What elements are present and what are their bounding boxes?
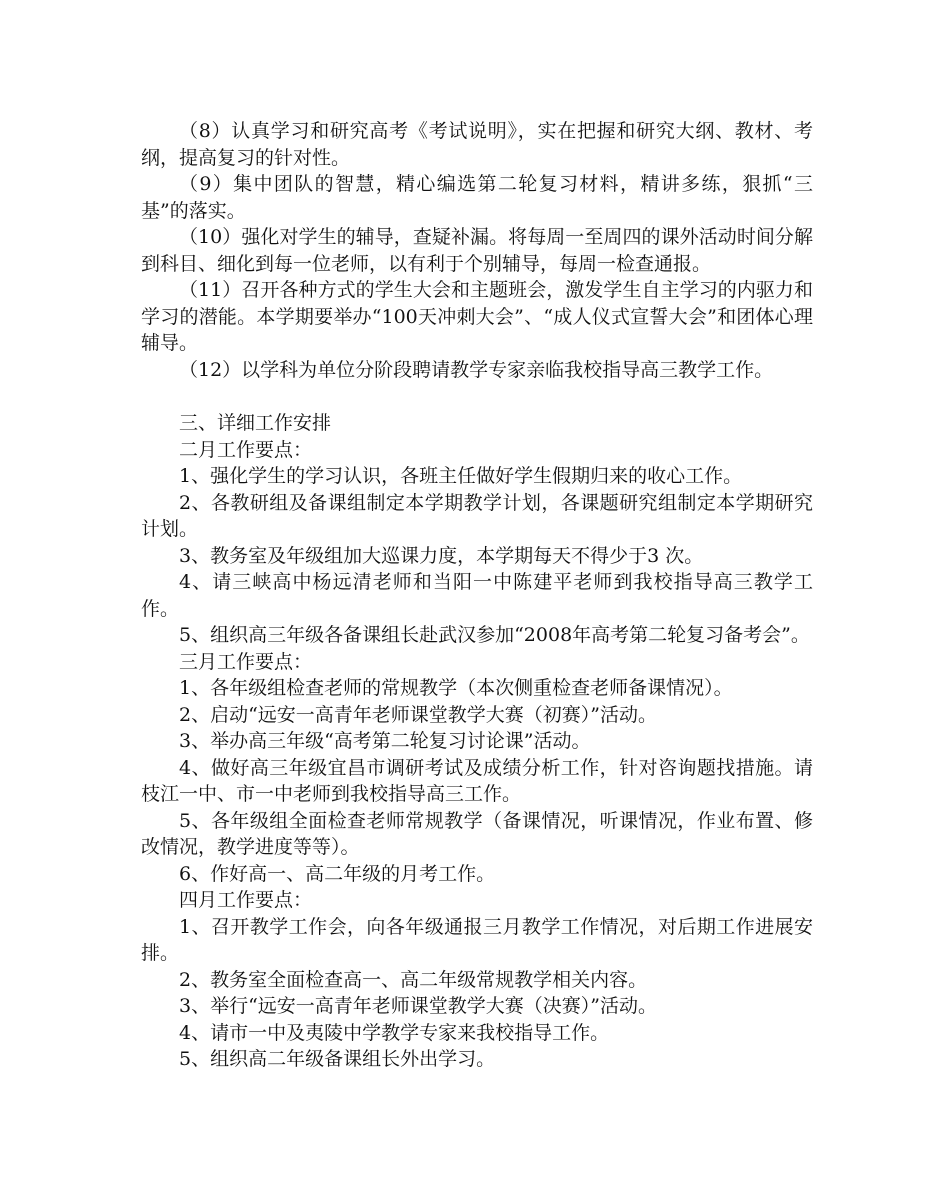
feb-item-4: 4、请三峡高中杨远清老师和当阳一中陈建平老师到我校指导高三教学工作。 xyxy=(141,571,813,620)
feb-item-2: 2、各教研组及备课组制定本学期教学计划，各课题研究组制定本学期研究计划。 xyxy=(141,491,813,540)
month-heading-april: 四月工作要点： xyxy=(179,889,313,911)
paragraph-item-12: （12）以学科为单位分阶段聘请教学专家亲临我校指导高三教学工作。 xyxy=(179,358,774,381)
month-heading-february: 二月工作要点： xyxy=(179,438,313,461)
feb-item-5: 5、组织高三年级各备课组长赴武汉参加“2008年高考第二轮复习备考会”。 xyxy=(179,624,810,646)
mar-item-1: 1、各年级组检查老师的常规教学（本次侧重检查老师备课情况）。 xyxy=(179,677,733,699)
paragraph-item-9: （9）集中团队的智慧，精心编选第二轮复习材料，精讲多练，狠抓“三基”的落实。 xyxy=(141,173,813,222)
section-gap xyxy=(141,383,813,410)
apr-item-2: 2、教务室全面检查高一、高二年级常规教学相关内容。 xyxy=(179,968,648,991)
month-heading-march: 三月工作要点： xyxy=(179,650,313,673)
document-page xyxy=(141,118,813,1073)
paragraph-item-10: （10）强化对学生的辅导，查疑补漏。将每周一至周四的课外活动时间分解到科目、细化到每一位老师，以有利于个别辅导，每周一检查通报。 xyxy=(141,226,813,275)
feb-item-1: 1、强化学生的学习认识，各班主任做好学生假期归来的收心工作。 xyxy=(179,465,743,487)
feb-item-3: 3、教务室及年级组加大巡课力度，本学期每天不得少于3 次。 xyxy=(179,544,704,567)
mar-item-3: 3、举办高三年级“高考第二轮复习讨论课”活动。 xyxy=(179,730,591,752)
apr-item-5: 5、组织高二年级备课组长外出学习。 xyxy=(179,1048,496,1070)
mar-item-6: 6、作好高一、高二年级的月考工作。 xyxy=(179,862,496,885)
apr-item-3: 3、举行“远安一高青年老师课堂教学大赛（决赛）”活动。 xyxy=(179,995,658,1017)
paragraph-item-8: （8）认真学习和研究高考《考试说明》，实在把握和研究大纲、教材、考纲，提高复习的针对性。 xyxy=(141,120,813,169)
section-heading: 三、详细工作安排 xyxy=(179,412,332,434)
mar-item-2: 2、启动“远安一高青年老师课堂教学大赛（初赛）”活动。 xyxy=(179,703,658,726)
apr-item-4: 4、请市一中及夷陵中学教学专家来我校指导工作。 xyxy=(179,1021,610,1044)
mar-item-4: 4、做好高三年级宜昌市调研考试及成绩分析工作，针对咨询题找措施。请枝江一中、市一中老师到我校指导高三工作。 xyxy=(141,756,813,805)
paragraph-item-11: （11）召开各种方式的学生大会和主题班会，激发学生自主学习的内驱力和学习的潜能。本学期要举办“100天冲刺大会”、“成人仪式宣誓大会”和团体心理辅导。 xyxy=(141,279,813,354)
apr-item-1: 1、召开教学工作会，向各年级通报三月教学工作情况，对后期工作进展安排。 xyxy=(141,915,813,964)
mar-item-5: 5、各年级组全面检查老师常规教学（备课情况，听课情况，作业布置、修改情况，教学进度等等）。 xyxy=(141,809,813,858)
